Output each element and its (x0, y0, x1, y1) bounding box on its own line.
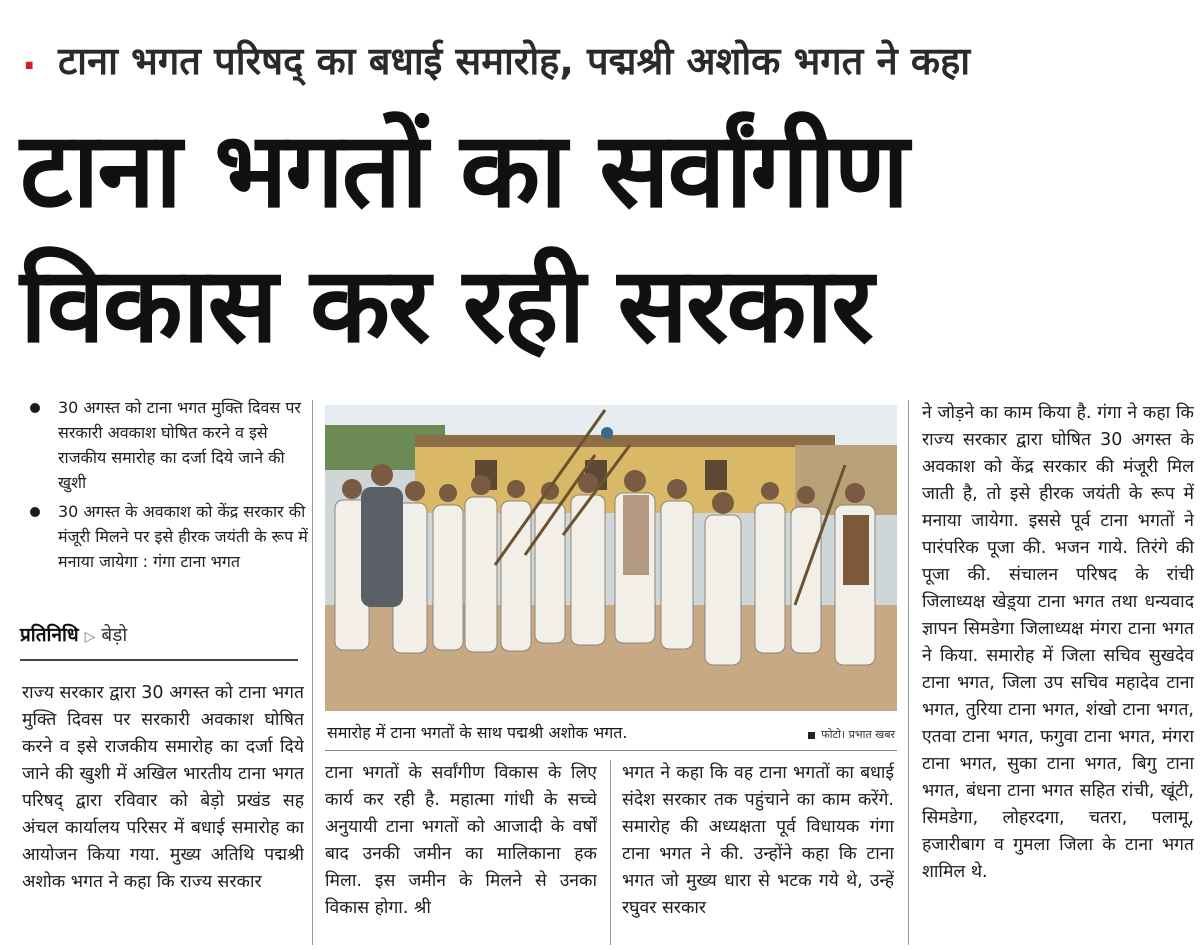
column-divider (908, 400, 909, 945)
photo-credit (808, 720, 895, 750)
bullet-icon (30, 403, 40, 413)
byline (20, 620, 300, 650)
column-divider (610, 760, 611, 945)
kicker-marker: . (22, 34, 37, 78)
bullet-icon (30, 507, 40, 517)
caption-text: समारोह में टाना भगतों के साथ पद्मश्री अशोक भगत. (327, 723, 628, 742)
photo-illustration (325, 405, 897, 711)
highlights-box (26, 395, 316, 578)
headline-line-1: टाना भगतों का सर्वांगीण (20, 109, 908, 231)
column-divider (312, 400, 313, 945)
byline-reporter: प्रतिनिधि (20, 624, 79, 646)
section-divider (20, 659, 298, 661)
headline-line-2: विकास कर रही सरकार (20, 244, 872, 366)
kicker-text: टाना भगत परिषद् का बधाई समारोह, पद्मश्री अशोक भगत ने कहा (58, 39, 971, 83)
highlight-item (26, 499, 316, 574)
photo-caption (325, 716, 897, 751)
kicker-line (0, 34, 1200, 92)
highlight-item (26, 395, 316, 495)
play-arrow-icon: ▷ (84, 629, 96, 645)
credit-marker-icon (808, 732, 815, 739)
news-photo (325, 405, 897, 711)
byline-location: बेड़ो (101, 624, 128, 646)
article-column-3: भगत ने कहा कि वह टाना भगतों का बधाई संदेश सरकार तक पहुंचाने का काम करेंगे. समारोह की अध्यक्षता पूर्व विधायक गंगा टाना भगत ने की. उन्होंने कहा कि टाना भगत जो मुख्य धारा से भटक गये थे, उन्हें रघुवर सरकार (622, 763, 894, 918)
article-column-1: राज्य सरकार द्वारा 30 अगस्त को टाना भगत मुक्ति दिवस पर सरकारी अवकाश घोषित करने व इसे राजकीय समारोह का दर्जा दिये जाने की खुशी में अखिल भारतीय टाना भगत परिषद् द्वारा रविवार को बेड़ो प्रखंड सह अंचल कार्यालय परिसर में बधाई समारोह का आयोजन किया गया. मुख्य अतिथि पद्मश्री अशोक भगत ने कहा कि राज्य सरकार (22, 683, 304, 892)
credit-text: फोटो। प्रभात खबर (821, 728, 895, 741)
article-column-4: ने जोड़ने का काम किया है. गंगा ने कहा कि राज्य सरकार द्वारा घोषित 30 अगस्त के अवकाश को केंद्र सरकार की मंजूरी मिल जाती है, तो इसे हीरक जयंती के रूप में मनाया जायेगा. इससे पूर्व टाना भगतों ने पारंपरिक पूजा की. भजन गाये. तिरंगे की पूजा की. संचालन परिषद के रांची जिलाध्यक्ष खेड़्या टाना भगत तथा धन्यवाद ज्ञापन सिमडेगा जिलाध्यक्ष मंगरा टाना भगत ने किया. समारोह में जिला सचिव सुखदेव टाना भगत, जिला उप सचिव महादेव टाना भगत, तुरिया टाना भगत, शंखो टाना भगत, एतवा टाना भगत, फगुवा टाना भगत, मंगरा टाना भगत, सुका टाना भगत, बिगु टाना भगत, बंधना टाना भगत सहित रांची, खूंटी, सिमडेगा, लोहरदगा, चतरा, पलामू, हजारीबाग व गुमला जिला के टाना भगत शामिल थे. (922, 403, 1194, 882)
highlight-text: 30 अगस्त को टाना भगत मुक्ति दिवस पर सरकारी अवकाश घोषित करने व इसे राजकीय समारोह का दर्जा दिये जाने की खुशी (58, 398, 301, 492)
article-column-2: टाना भगतों के सर्वांगीण विकास के लिए कार्य कर रही है. महात्मा गांधी के सच्चे अनुयायी टाना भगतों को आजादी के वर्षों बाद उनकी जमीन का मालिकाना हक मिला. इस जमीन के मिलने से उनका विकास होगा. श्री (325, 763, 597, 918)
highlight-text: 30 अगस्त के अवकाश को केंद्र सरकार की मंजूरी मिलने पर इसे हीरक जयंती के रूप में मनाया जायेगा : गंगा टाना भगत (58, 502, 308, 571)
